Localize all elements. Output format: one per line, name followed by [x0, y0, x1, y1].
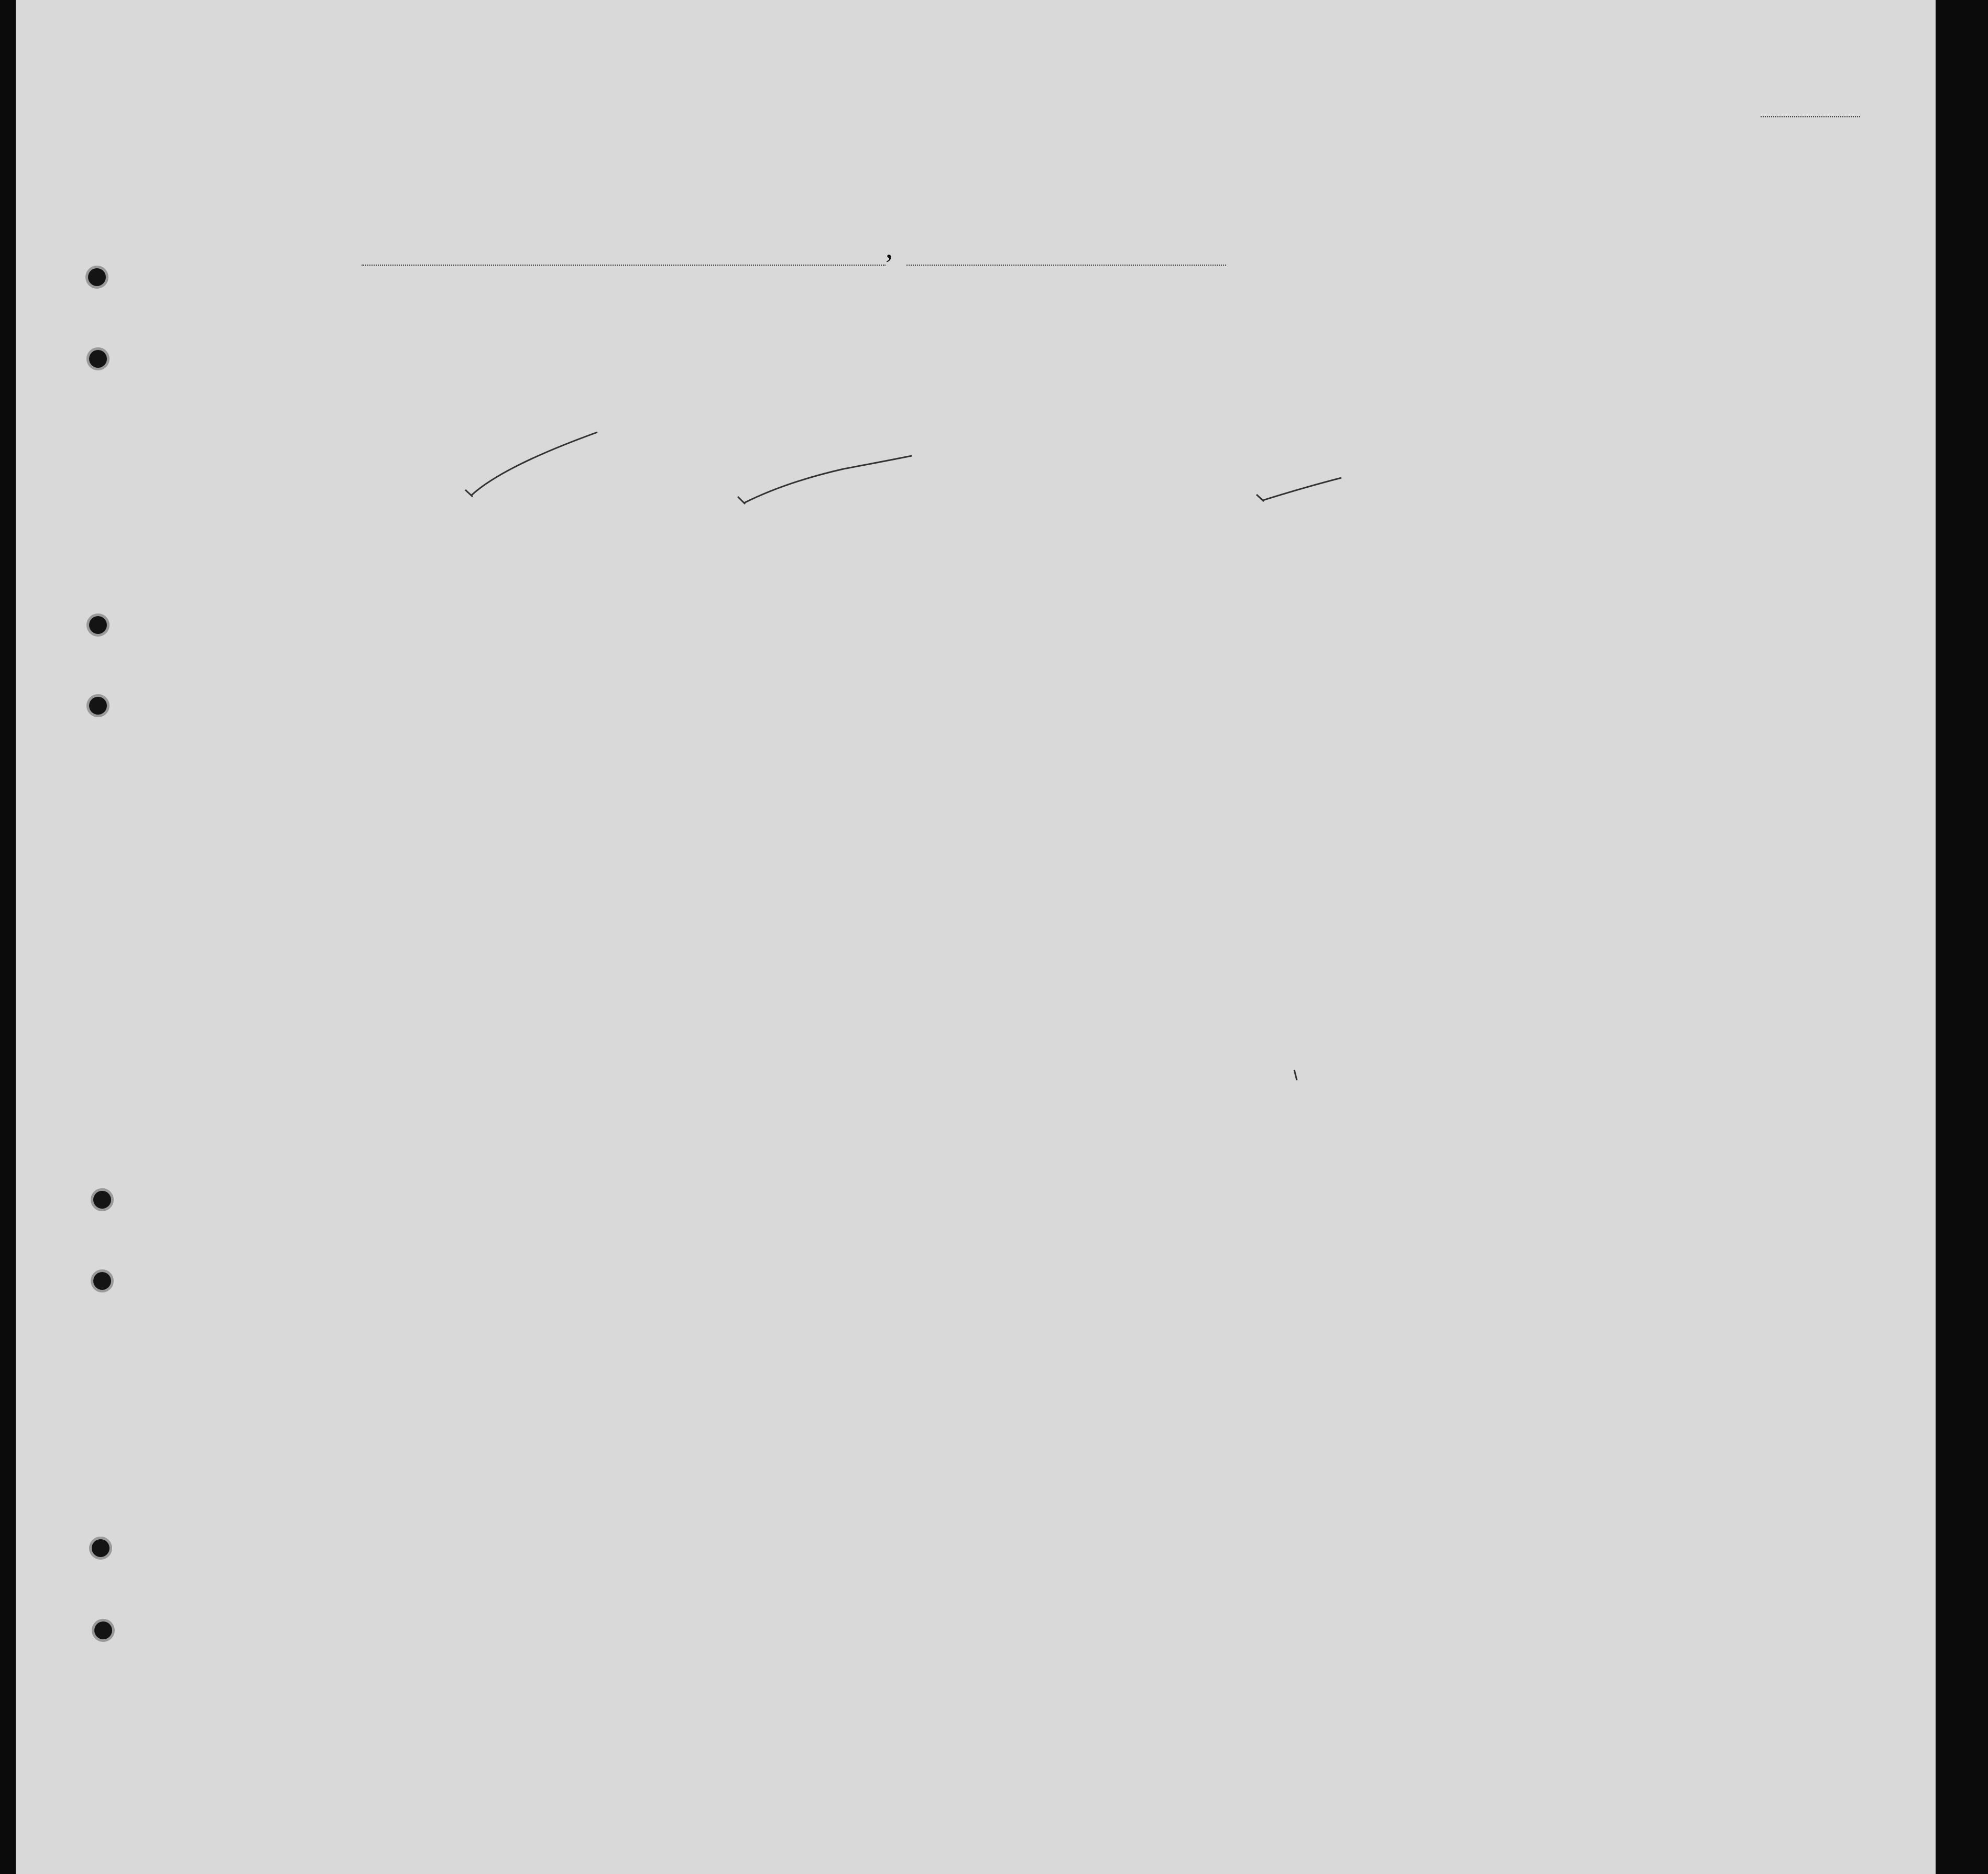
manifest-sheet	[16, 0, 1936, 1874]
comma: ,	[886, 232, 893, 265]
pencil-check-marks	[16, 0, 1936, 1874]
